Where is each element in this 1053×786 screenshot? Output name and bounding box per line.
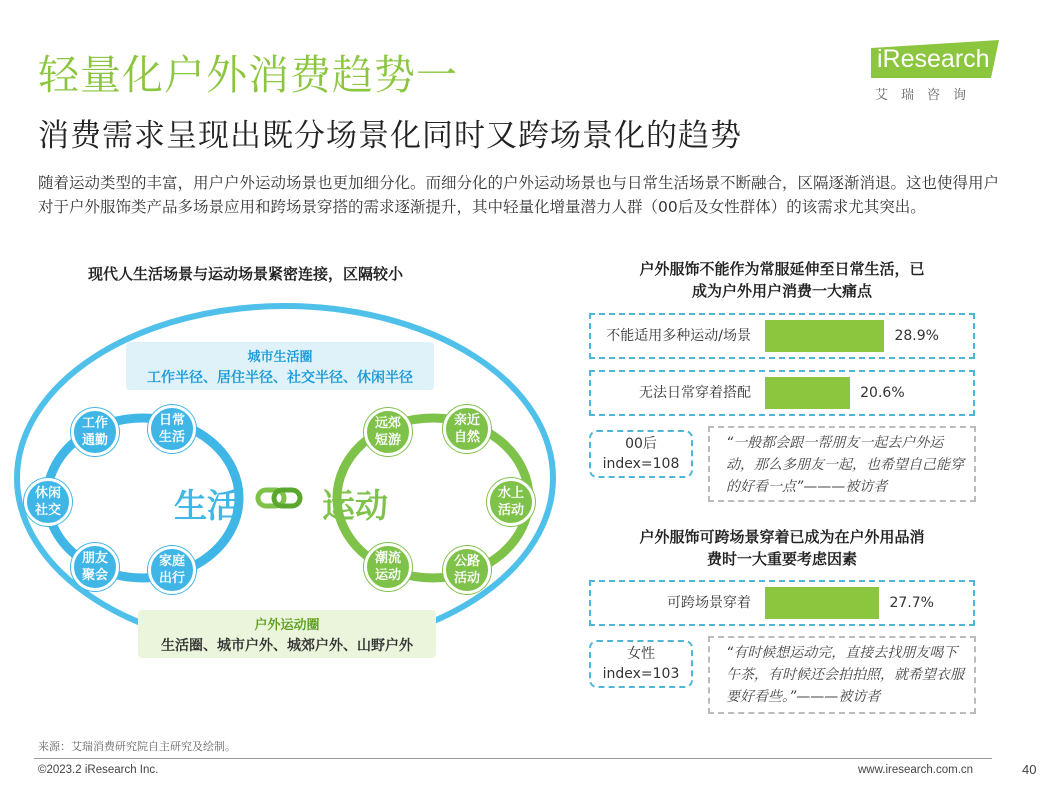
outdoor-sport-circle-box — [138, 610, 436, 658]
left-panel-heading: 现代人生活场景与运动场景紧密连接，区隔较小 — [88, 265, 404, 283]
logo-wordmark: iResearch — [877, 45, 990, 73]
bar — [765, 320, 884, 352]
index-group: 00后 — [625, 436, 657, 452]
page-subtitle: 消费需求呈现出既分场景化同时又跨场景化的趋势 — [38, 118, 742, 154]
footer-divider — [34, 758, 992, 759]
index-value: index=103 — [602, 666, 680, 682]
section1-quote: “一般都会跟一帮朋友一起去户外运动，那么多朋友一起，也希望自己能穿的好看一点”———被访者 — [708, 426, 976, 502]
section1-bar-row — [589, 370, 975, 416]
section2-heading: 户外服饰可跨场景穿着已成为在户外用品消 费时一大重要考虑因素 — [639, 528, 925, 568]
life-node: 休闲社交 — [24, 478, 72, 526]
section1-index-box — [589, 430, 693, 478]
intro-paragraph: 随着运动类型的丰富，用户户外运动场景也更加细分化。而细分化的户外运动场景也与日常生活场景不断融合，区隔逐渐消退。这也使得用户对于户外服饰类产品多场景应用和跨场景穿搭的需求逐渐提升，其中轻量化增量潜力人群（00后及女性群体）的该需求尤其突出。 — [38, 174, 1000, 216]
index-value: index=108 — [602, 456, 680, 472]
outdoor-circle-items: 生活圈、城市户外、城郊户外、山野户外 — [161, 638, 413, 654]
city-circle-items: 工作半径、居住半径、社交半径、休闲半径 — [147, 370, 413, 386]
section2-quote: “有时候想运动完，直接去找朋友喝下午茶，有时候还会拍拍照，就希望衣服要好看些。”———被访者 — [708, 636, 976, 714]
bar — [765, 587, 879, 619]
bar-label: 无法日常穿着搭配 — [639, 385, 751, 401]
page-title: 轻量化户外消费趋势一 — [38, 51, 458, 99]
life-node: 日常生活 — [148, 405, 196, 453]
bar-value: 20.6% — [860, 385, 905, 401]
sport-node: 潮流运动 — [364, 543, 412, 591]
sport-node: 水上活动 — [487, 478, 535, 526]
sport-node: 亲近自然 — [443, 405, 491, 453]
section1-bar-row — [589, 313, 975, 359]
bar-value: 27.7% — [889, 595, 934, 611]
index-group: 女性 — [627, 646, 655, 662]
copyright: ©2023.2 iResearch Inc. — [38, 764, 159, 776]
logo-chinese-name: 艾瑞咨询 — [875, 88, 980, 103]
sport-label: 运动 — [322, 486, 388, 525]
page-number: 40 — [1022, 762, 1037, 777]
iresearch-logo — [865, 36, 1000, 102]
outdoor-circle-title: 户外运动圈 — [254, 618, 320, 633]
source-note: 来源：艾瑞消费研究院自主研究及绘制。 — [38, 740, 236, 753]
city-circle-title: 城市生活圈 — [247, 350, 313, 365]
life-node: 家庭出行 — [148, 546, 196, 594]
life-label: 生活 — [174, 486, 240, 525]
bar-label: 不能适用多种运动/场景 — [606, 328, 751, 344]
section1-heading: 户外服饰不能作为常服延伸至日常生活，已 成为户外用户消费一大痛点 — [639, 260, 925, 300]
bar — [765, 377, 850, 409]
sport-node: 公路活动 — [443, 546, 491, 594]
chain-link-icon — [258, 490, 300, 506]
bar-value: 28.9% — [894, 328, 939, 344]
website-link[interactable]: www.iresearch.com.cn — [858, 764, 974, 776]
bar-label: 可跨场景穿着 — [667, 595, 751, 611]
section2-bar-row — [589, 580, 975, 626]
life-node: 工作通勤 — [71, 408, 119, 456]
sport-node: 远郊短游 — [364, 408, 412, 456]
section2-index-box — [589, 640, 693, 688]
life-node: 朋友聚会 — [71, 543, 119, 591]
city-life-circle-box — [126, 342, 434, 390]
